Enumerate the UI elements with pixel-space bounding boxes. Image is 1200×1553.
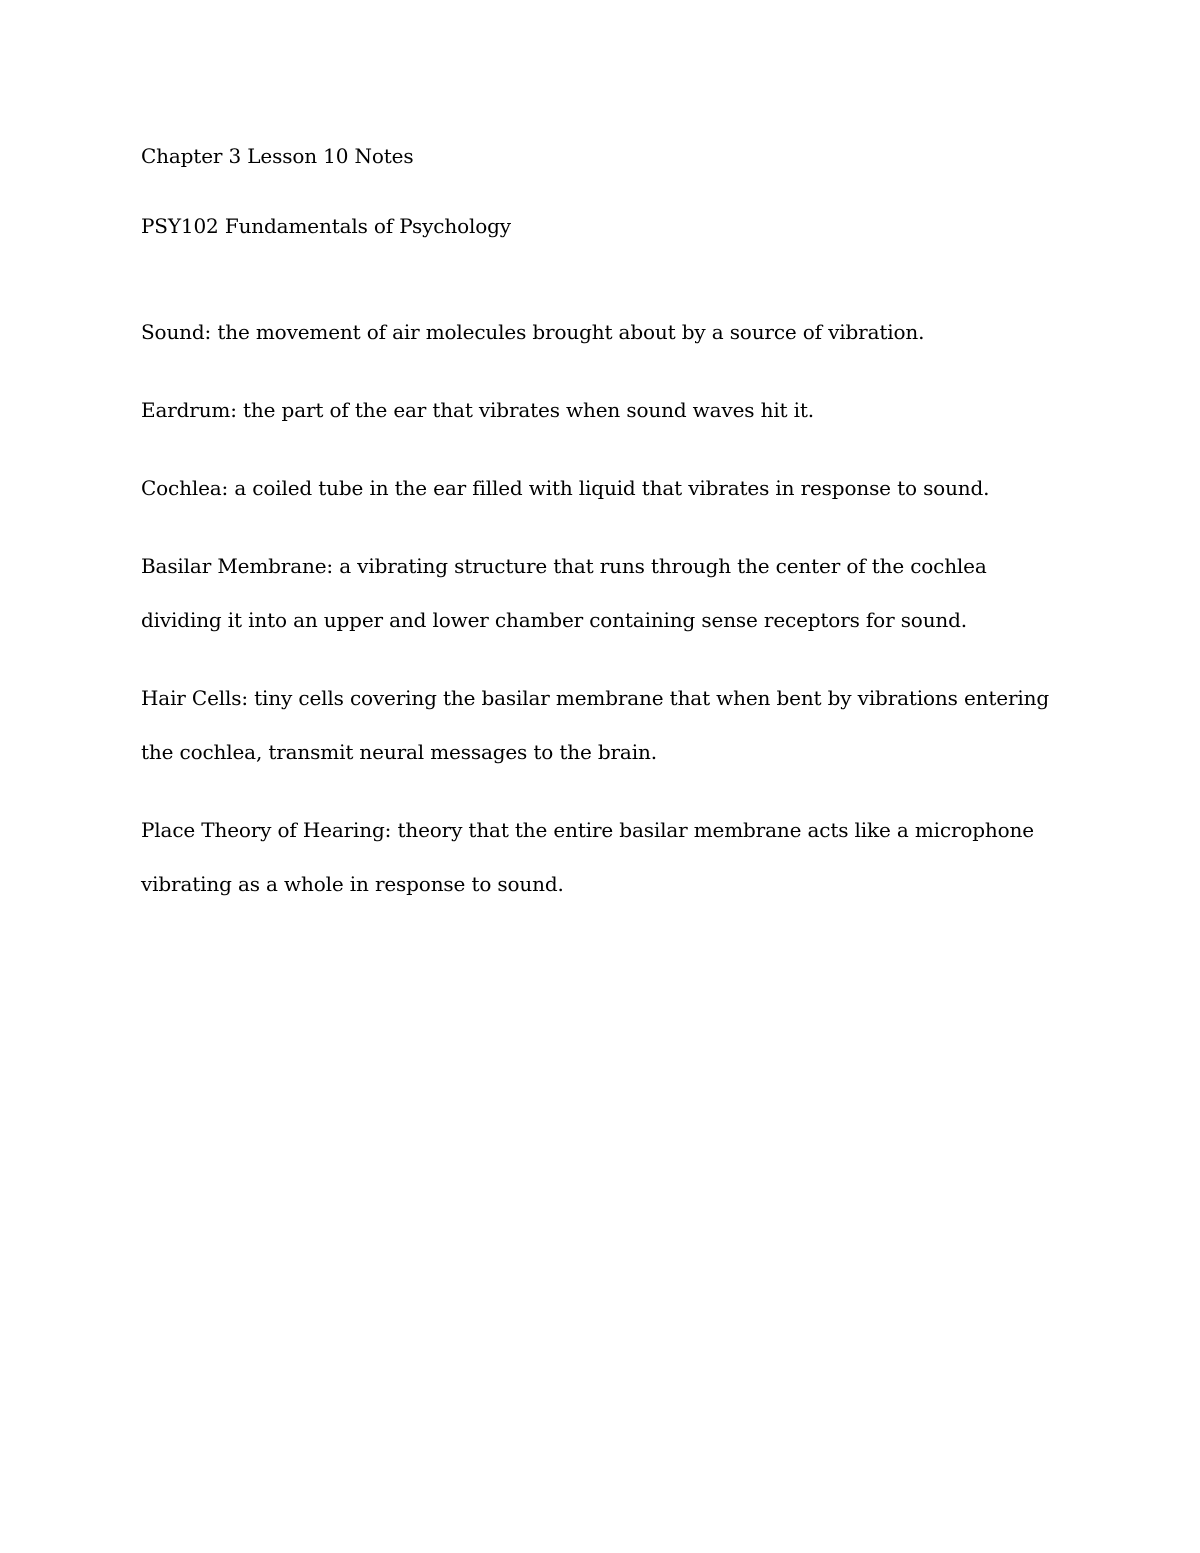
course-name: PSY102 Fundamentals of Psychology: [141, 214, 511, 238]
note-entry-basilar-membrane: Basilar Membrane: a vibrating structure that runs through the center of the cochlea dividing it into an upper and lower chamber containing sense receptors for sound.: [141, 554, 987, 632]
note-entry-sound: Sound: the movement of air molecules brought about by a source of vibration.: [141, 320, 925, 344]
note-entry-cochlea: Cochlea: a coiled tube in the ear filled with liquid that vibrates in response to sound.: [141, 476, 990, 500]
spacer: [141, 244, 1061, 314]
document-body: [141, 138, 1061, 944]
note-entry-eardrum: Eardrum: the part of the ear that vibrates when sound waves hit it.: [141, 398, 814, 422]
note-entry-place-theory: Place Theory of Hearing: theory that the entire basilar membrane acts like a microphone vibrating as a whole in response to sound.: [141, 818, 1034, 896]
note-entry-hair-cells: Hair Cells: tiny cells covering the basilar membrane that when bent by vibrations entering the cochlea, transmit neural messages to the brain.: [141, 686, 1050, 764]
document-title: Chapter 3 Lesson 10 Notes: [141, 144, 414, 168]
